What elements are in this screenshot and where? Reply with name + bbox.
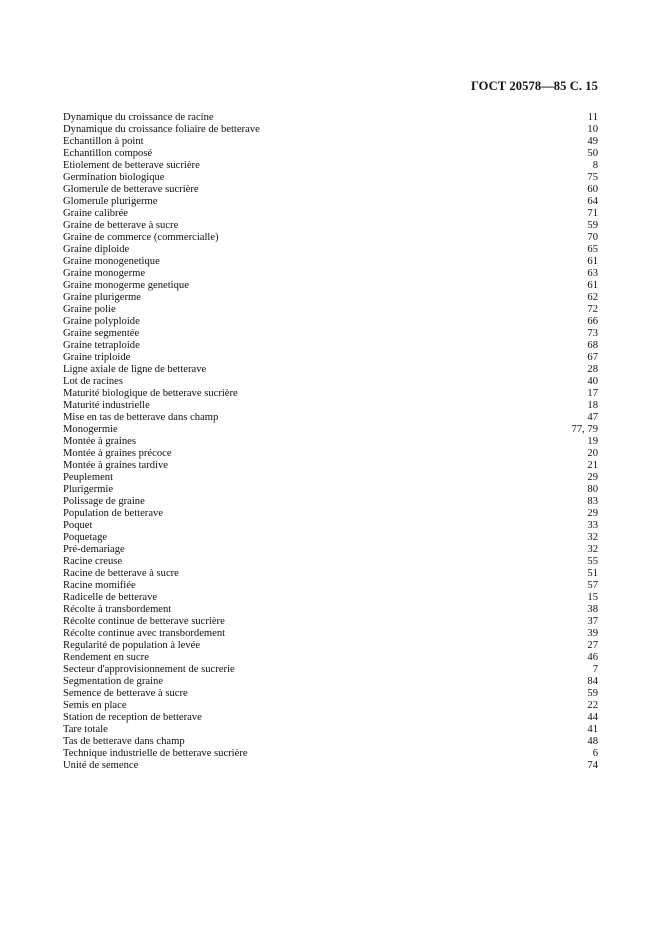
index-number: 8 <box>592 160 598 171</box>
index-number: 49 <box>587 136 598 147</box>
index-row <box>63 508 598 520</box>
index-number: 59 <box>587 688 598 699</box>
index-row <box>63 712 598 724</box>
index-term: Semis en place <box>63 700 127 711</box>
index-row <box>63 748 598 760</box>
index-number: 37 <box>587 616 598 627</box>
index-term: Graine monogerme genetique <box>63 280 189 291</box>
index-term: Echantillon composé <box>63 148 153 159</box>
index-row <box>63 388 598 400</box>
index-number: 46 <box>587 652 598 663</box>
index-row <box>63 652 598 664</box>
index-row <box>63 172 598 184</box>
index-term: Racine momifiée <box>63 580 136 591</box>
index-number: 10 <box>587 124 598 135</box>
index-term: Pré-demariage <box>63 544 125 555</box>
index-number: 61 <box>587 256 598 267</box>
index-term: Récolte continue de betterave sucrière <box>63 616 225 627</box>
index-row <box>63 316 598 328</box>
index-number: 65 <box>587 244 598 255</box>
index-term: Glomerule de betterave sucrière <box>63 184 199 195</box>
index-row <box>63 364 598 376</box>
index-number: 74 <box>587 760 598 771</box>
index-term: Monogermie <box>63 424 118 435</box>
index-number: 64 <box>587 196 598 207</box>
index-term: Graine polie <box>63 304 116 315</box>
index-number: 75 <box>587 172 598 183</box>
index-row <box>63 760 598 772</box>
index-row <box>63 700 598 712</box>
index-row <box>63 352 598 364</box>
index-number: 38 <box>587 604 598 615</box>
index-row <box>63 256 598 268</box>
index-term: Graine diploide <box>63 244 130 255</box>
index-row <box>63 532 598 544</box>
index-row <box>63 436 598 448</box>
index-row <box>63 496 598 508</box>
index-number: 84 <box>587 676 598 687</box>
index-row <box>63 580 598 592</box>
index-number: 57 <box>587 580 598 591</box>
index-number: 50 <box>587 148 598 159</box>
index-row <box>63 556 598 568</box>
index-row <box>63 640 598 652</box>
index-row <box>63 160 598 172</box>
index-number: 19 <box>587 436 598 447</box>
index-term: Technique industrielle de betterave sucrière <box>63 748 248 759</box>
index-row <box>63 292 598 304</box>
index-row <box>63 424 598 436</box>
index-row <box>63 124 598 136</box>
index-number: 70 <box>587 232 598 243</box>
index-term: Radicelle de betterave <box>63 592 158 603</box>
index-term: Racine de betterave à sucre <box>63 568 179 579</box>
index-term: Unité de semence <box>63 760 139 771</box>
index-term: Récolte continue avec transbordement <box>63 628 226 639</box>
index-number: 32 <box>587 544 598 555</box>
index-row <box>63 616 598 628</box>
index-term: Secteur d'approvisionnement de sucrerie <box>63 664 235 675</box>
index-row <box>63 304 598 316</box>
index-term: Graine monogerme <box>63 268 146 279</box>
index-number: 27 <box>587 640 598 651</box>
index-number: 72 <box>587 304 598 315</box>
index-number: 21 <box>587 460 598 471</box>
index-row <box>63 592 598 604</box>
index-row <box>63 736 598 748</box>
index-number: 33 <box>587 520 598 531</box>
index-term: Lot de racines <box>63 376 124 387</box>
index-term: Echantillon à point <box>63 136 144 147</box>
index-term: Dynamique du croissance foliaire de betterave <box>63 124 260 135</box>
index-number: 32 <box>587 532 598 543</box>
index-row <box>63 112 598 124</box>
index-row <box>63 232 598 244</box>
index-row <box>63 604 598 616</box>
index-number: 83 <box>587 496 598 507</box>
index-term: Maturité industrielle <box>63 400 150 411</box>
index-term: Graine tetraploide <box>63 340 140 351</box>
index-term: Graine calibrée <box>63 208 128 219</box>
index-number: 7 <box>592 664 598 675</box>
index-term: Mise en tas de betterave dans champ <box>63 412 219 423</box>
index-term: Graine segmentée <box>63 328 140 339</box>
index-number: 68 <box>587 340 598 351</box>
term-index <box>63 112 598 772</box>
index-number: 29 <box>587 472 598 483</box>
index-row <box>63 148 598 160</box>
index-row <box>63 688 598 700</box>
index-term: Récolte à transbordement <box>63 604 172 615</box>
index-term: Maturité biologique de betterave sucrière <box>63 388 238 399</box>
index-number: 59 <box>587 220 598 231</box>
index-term: Etiolement de betterave sucrière <box>63 160 200 171</box>
index-term: Semence de betterave à sucre <box>63 688 188 699</box>
index-term: Rendement en sucre <box>63 652 149 663</box>
index-row <box>63 268 598 280</box>
index-term: Ligne axiale de ligne de betterave <box>63 364 207 375</box>
index-term: Dynamique du croissance de racine <box>63 112 214 123</box>
index-number: 48 <box>587 736 598 747</box>
index-number: 41 <box>587 724 598 735</box>
index-term: Glomerule plurigerme <box>63 196 158 207</box>
index-number: 51 <box>587 568 598 579</box>
index-row <box>63 628 598 640</box>
index-row <box>63 460 598 472</box>
index-number: 66 <box>587 316 598 327</box>
index-number: 77, 79 <box>571 424 598 435</box>
index-row <box>63 544 598 556</box>
index-term: Regularité de population à levée <box>63 640 201 651</box>
index-term: Graine de betterave à sucre <box>63 220 179 231</box>
index-row <box>63 376 598 388</box>
index-term: Racine creuse <box>63 556 123 567</box>
index-row <box>63 412 598 424</box>
index-term: Segmentation de graine <box>63 676 164 687</box>
index-row <box>63 220 598 232</box>
index-term: Montée à graines tardive <box>63 460 169 471</box>
index-number: 47 <box>587 412 598 423</box>
index-term: Tas de betterave dans champ <box>63 736 185 747</box>
index-row <box>63 136 598 148</box>
index-number: 80 <box>587 484 598 495</box>
index-number: 18 <box>587 400 598 411</box>
index-row <box>63 400 598 412</box>
index-number: 39 <box>587 628 598 639</box>
index-term: Graine monogenetique <box>63 256 160 267</box>
index-number: 15 <box>587 592 598 603</box>
index-row <box>63 520 598 532</box>
index-term: Poquet <box>63 520 93 531</box>
index-row <box>63 208 598 220</box>
index-number: 55 <box>587 556 598 567</box>
index-number: 20 <box>587 448 598 459</box>
index-number: 67 <box>587 352 598 363</box>
index-number: 11 <box>587 112 598 123</box>
index-number: 44 <box>587 712 598 723</box>
index-term: Graine polyploide <box>63 316 140 327</box>
index-row <box>63 280 598 292</box>
index-row <box>63 472 598 484</box>
index-row <box>63 664 598 676</box>
index-term: Peuplement <box>63 472 114 483</box>
index-row <box>63 724 598 736</box>
index-number: 40 <box>587 376 598 387</box>
index-term: Tare totale <box>63 724 108 735</box>
index-row <box>63 328 598 340</box>
index-term: Graine de commerce (commercialle) <box>63 232 219 243</box>
index-term: Montée à graines <box>63 436 136 447</box>
index-number: 60 <box>587 184 598 195</box>
index-row <box>63 244 598 256</box>
index-term: Montée à graines précoce <box>63 448 172 459</box>
index-number: 28 <box>587 364 598 375</box>
index-number: 73 <box>587 328 598 339</box>
index-term: Plurigermie <box>63 484 114 495</box>
index-number: 71 <box>587 208 598 219</box>
index-row <box>63 448 598 460</box>
index-row <box>63 340 598 352</box>
index-term: Station de reception de betterave <box>63 712 202 723</box>
index-row <box>63 484 598 496</box>
index-term: Polissage de graine <box>63 496 145 507</box>
index-row <box>63 184 598 196</box>
index-term: Graine triploide <box>63 352 131 363</box>
index-term: Graine plurigerme <box>63 292 141 303</box>
index-number: 6 <box>592 748 598 759</box>
index-term: Poquetage <box>63 532 108 543</box>
index-number: 22 <box>587 700 598 711</box>
index-number: 63 <box>587 268 598 279</box>
index-term: Population de betterave <box>63 508 164 519</box>
index-row <box>63 196 598 208</box>
index-number: 62 <box>587 292 598 303</box>
index-number: 61 <box>587 280 598 291</box>
index-number: 29 <box>587 508 598 519</box>
page-header: ГОСТ 20578—85 С. 15 <box>470 79 598 93</box>
index-term: Germination biologique <box>63 172 165 183</box>
index-row <box>63 676 598 688</box>
index-row <box>63 568 598 580</box>
index-number: 17 <box>587 388 598 399</box>
